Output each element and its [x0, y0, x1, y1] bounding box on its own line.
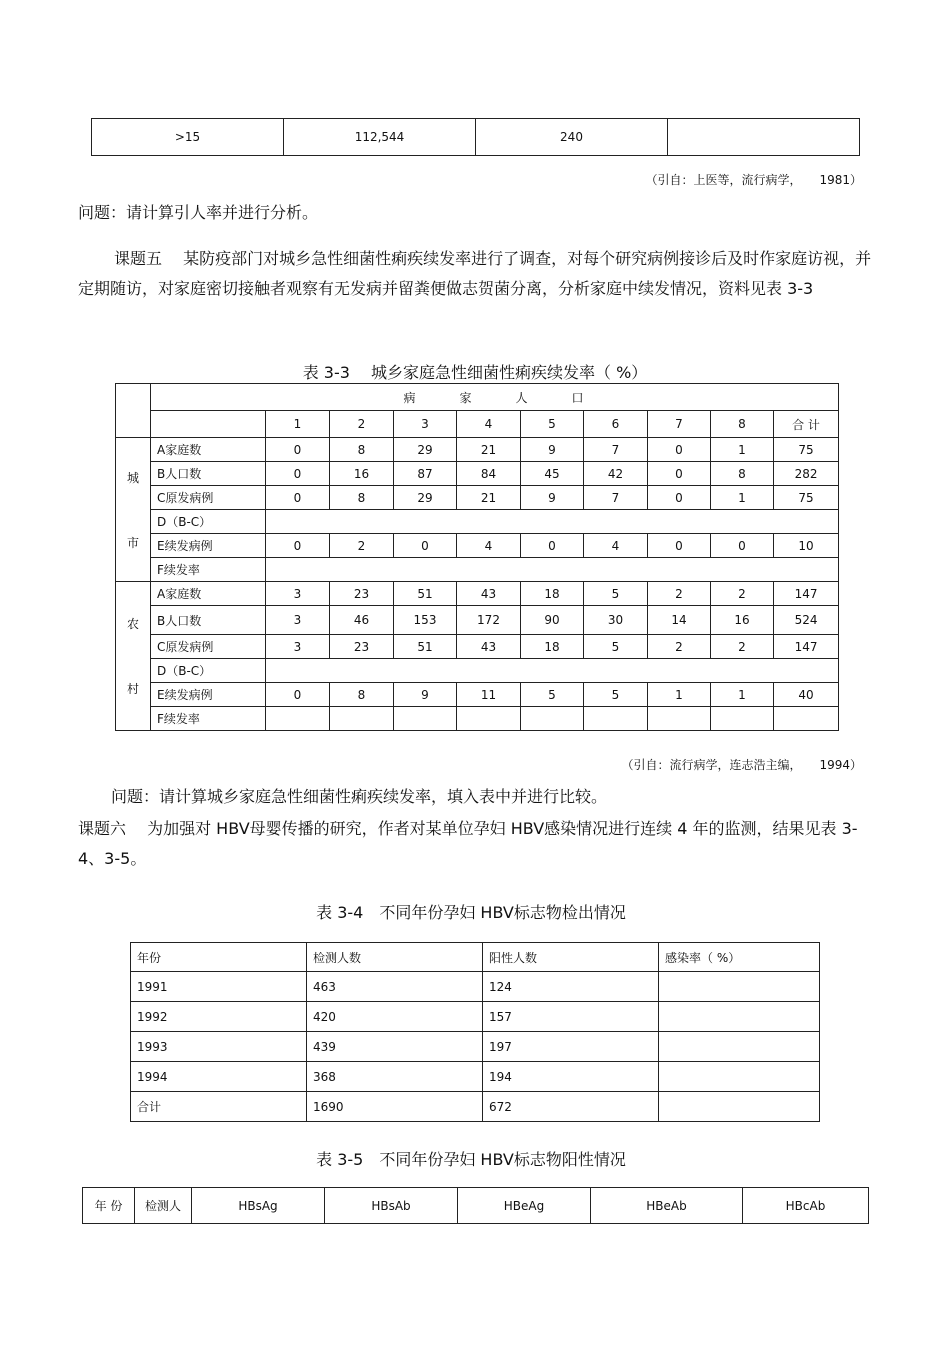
cell: 147	[774, 582, 839, 606]
header-blank	[151, 411, 266, 438]
table-3-5	[82, 1187, 869, 1224]
cell: 172	[457, 606, 521, 635]
cell: 16	[711, 606, 774, 635]
cell: 1690	[307, 1092, 483, 1122]
cell: 45	[521, 462, 584, 486]
cell: 21	[457, 438, 521, 462]
table-row	[116, 510, 839, 534]
cell: 0	[266, 534, 330, 558]
empty-cell	[266, 558, 839, 582]
cell: 0	[648, 486, 711, 510]
cell: 29	[394, 486, 457, 510]
cell: 合计	[131, 1092, 307, 1122]
cell: 51	[394, 635, 457, 659]
cell	[266, 707, 330, 731]
cell: 157	[483, 1002, 659, 1032]
cell: 23	[330, 582, 394, 606]
cell: 1	[711, 438, 774, 462]
column-header: HBsAb	[325, 1188, 458, 1224]
corner-cell	[116, 384, 151, 438]
city-label-bottom: 市	[126, 535, 139, 550]
cell: 84	[457, 462, 521, 486]
cell: 7	[584, 486, 648, 510]
cell: 5	[584, 635, 648, 659]
column-header: 年份	[131, 943, 307, 972]
cell: 9	[521, 438, 584, 462]
column-header: HBcAb	[743, 1188, 869, 1224]
cell: 23	[330, 635, 394, 659]
table-row	[131, 1002, 820, 1032]
cell	[659, 972, 820, 1002]
cell: 0	[648, 462, 711, 486]
column-header: 4	[457, 411, 521, 438]
table-row	[131, 1032, 820, 1062]
cell: 10	[774, 534, 839, 558]
table-row	[116, 635, 839, 659]
cell: 463	[307, 972, 483, 1002]
table-row	[116, 486, 839, 510]
cell: 8	[330, 438, 394, 462]
column-header: 5	[521, 411, 584, 438]
cell: 75	[774, 486, 839, 510]
cell: >15	[92, 119, 284, 156]
cell: 90	[521, 606, 584, 635]
cell: 0	[266, 486, 330, 510]
cell: 43	[457, 582, 521, 606]
cell: 420	[307, 1002, 483, 1032]
cell: 0	[711, 534, 774, 558]
cell: 8	[330, 486, 394, 510]
cell: 153	[394, 606, 457, 635]
column-header: HBeAg	[458, 1188, 591, 1224]
group-header: 病 家 人 口	[151, 384, 839, 411]
cell: 29	[394, 438, 457, 462]
cell	[521, 707, 584, 731]
cell: 0	[266, 438, 330, 462]
cell: 75	[774, 438, 839, 462]
cell: 4	[457, 534, 521, 558]
cell: 9	[394, 683, 457, 707]
cell: 282	[774, 462, 839, 486]
table-row	[116, 558, 839, 582]
cell: 46	[330, 606, 394, 635]
row-label: A家庭数	[151, 582, 266, 606]
cell	[584, 707, 648, 731]
column-header: 阳性人数	[483, 943, 659, 972]
rural-label-bottom: 村	[126, 682, 139, 696]
table-row	[116, 683, 839, 707]
cell	[659, 1092, 820, 1122]
column-header: 8	[711, 411, 774, 438]
cell: 240	[476, 119, 668, 156]
cell: 1	[711, 486, 774, 510]
cell: 2	[648, 635, 711, 659]
cell: 0	[266, 462, 330, 486]
row-label: E续发病例	[151, 534, 266, 558]
cell: 42	[584, 462, 648, 486]
table-row	[116, 534, 839, 558]
row-label: D（B-C）	[151, 659, 266, 683]
cell: 8	[711, 462, 774, 486]
cell: 439	[307, 1032, 483, 1062]
cell: 21	[457, 486, 521, 510]
cell	[659, 1062, 820, 1092]
cell: 1993	[131, 1032, 307, 1062]
empty-cell	[266, 510, 839, 534]
cell: 14	[648, 606, 711, 635]
row-label: F续发率	[151, 707, 266, 731]
city-group-label	[116, 438, 151, 582]
question-1: 问题：请计算引人率并进行分析。	[78, 203, 319, 222]
cell	[457, 707, 521, 731]
cell: 0	[521, 534, 584, 558]
cell: 18	[521, 582, 584, 606]
table-3-3-caption: 表 3-3 城乡家庭急性细菌性痢疾续发率（ %）	[302, 363, 648, 382]
cell	[659, 1032, 820, 1062]
cell: 672	[483, 1092, 659, 1122]
cell	[711, 707, 774, 731]
question-2: 问题：请计算城乡家庭急性细菌性痢疾续发率，填入表中并进行比较。	[111, 787, 608, 806]
table-row	[131, 972, 820, 1002]
column-header: 检测人数	[307, 943, 483, 972]
cell: 3	[266, 582, 330, 606]
cell: 194	[483, 1062, 659, 1092]
table-row	[116, 582, 839, 606]
table-row	[116, 462, 839, 486]
table-3-4-caption: 表 3-4 不同年份孕妇 HBV标志物检出情况	[316, 903, 626, 922]
empty-cell	[266, 659, 839, 683]
row-label: A家庭数	[151, 438, 266, 462]
rural-group-label	[116, 582, 151, 731]
column-header: 合 计	[774, 411, 839, 438]
cell: 112,544	[284, 119, 476, 156]
table-row	[116, 659, 839, 683]
table-row	[131, 1062, 820, 1092]
cell: 43	[457, 635, 521, 659]
top-table	[91, 118, 860, 156]
cell: 0	[648, 438, 711, 462]
row-label: F续发率	[151, 558, 266, 582]
cell: 0	[266, 683, 330, 707]
cell: 147	[774, 635, 839, 659]
cell: 11	[457, 683, 521, 707]
cell: 5	[521, 683, 584, 707]
topic-5-paragraph: 课题五 某防疫部门对城乡急性细菌性痢疾续发率进行了调查，对每个研究病例接诊后及时作家庭访视，并定期随访，对家庭密切接触者观察有无发病并留粪便做志贺菌分离，分析家庭中续发情况，资料见表 3-3	[78, 249, 872, 298]
row-label: D（B-C）	[151, 510, 266, 534]
header-row	[131, 943, 820, 972]
header-row	[83, 1188, 869, 1224]
cell: 1992	[131, 1002, 307, 1032]
cell: 368	[307, 1062, 483, 1092]
cell: 2	[711, 582, 774, 606]
row-label: E续发病例	[151, 683, 266, 707]
column-header: 3	[394, 411, 457, 438]
rural-label-top: 农	[126, 617, 139, 631]
city-label-top: 城	[126, 470, 139, 485]
cell: 0	[648, 534, 711, 558]
cell: 51	[394, 582, 457, 606]
cell: 16	[330, 462, 394, 486]
cell: 30	[584, 606, 648, 635]
column-header: 感染率（ %）	[659, 943, 820, 972]
column-header: HBsAg	[192, 1188, 325, 1224]
row-label: B人口数	[151, 606, 266, 635]
table-row	[116, 606, 839, 635]
cell: 1994	[131, 1062, 307, 1092]
cell	[330, 707, 394, 731]
cell	[774, 707, 839, 731]
cell: 40	[774, 683, 839, 707]
table-row	[116, 438, 839, 462]
cell: 7	[584, 438, 648, 462]
table-3-4	[130, 942, 820, 1122]
cell: 2	[648, 582, 711, 606]
cell: 2	[711, 635, 774, 659]
table-row	[116, 707, 839, 731]
table-3-3	[115, 383, 839, 731]
column-header: HBeAb	[591, 1188, 743, 1224]
table-row	[131, 1092, 820, 1122]
column-header: 1	[266, 411, 330, 438]
cell: 3	[266, 606, 330, 635]
cell: 1991	[131, 972, 307, 1002]
column-header: 年 份	[83, 1188, 135, 1224]
cell: 1	[711, 683, 774, 707]
topic-6-paragraph: 课题六 为加强对 HBV母婴传播的研究，作者对某单位孕妇 HBV感染情况进行连续 4 年的监测，结果见表 3-4、3-5。	[78, 819, 858, 868]
column-header: 6	[584, 411, 648, 438]
row-label: C原发病例	[151, 486, 266, 510]
cell	[648, 707, 711, 731]
cell: 2	[330, 534, 394, 558]
cell: 124	[483, 972, 659, 1002]
cell: 8	[330, 683, 394, 707]
cell	[394, 707, 457, 731]
cell: 87	[394, 462, 457, 486]
cell: 3	[266, 635, 330, 659]
source-note-1: （引自：上医等，流行病学， 1981）	[645, 173, 862, 187]
column-header: 检测人	[135, 1188, 192, 1224]
cell: 5	[584, 582, 648, 606]
cell: 4	[584, 534, 648, 558]
cell: 5	[584, 683, 648, 707]
cell	[659, 1002, 820, 1032]
table-3-5-caption: 表 3-5 不同年份孕妇 HBV标志物阳性情况	[316, 1150, 626, 1169]
cell	[668, 119, 860, 156]
cell: 1	[648, 683, 711, 707]
table-row	[92, 119, 860, 156]
source-note-2: （引自：流行病学，连志浩主编， 1994）	[621, 758, 862, 772]
row-label: B人口数	[151, 462, 266, 486]
row-label: C原发病例	[151, 635, 266, 659]
cell: 9	[521, 486, 584, 510]
column-header: 7	[648, 411, 711, 438]
cell: 524	[774, 606, 839, 635]
cell: 0	[394, 534, 457, 558]
cell: 18	[521, 635, 584, 659]
cell: 197	[483, 1032, 659, 1062]
column-header: 2	[330, 411, 394, 438]
